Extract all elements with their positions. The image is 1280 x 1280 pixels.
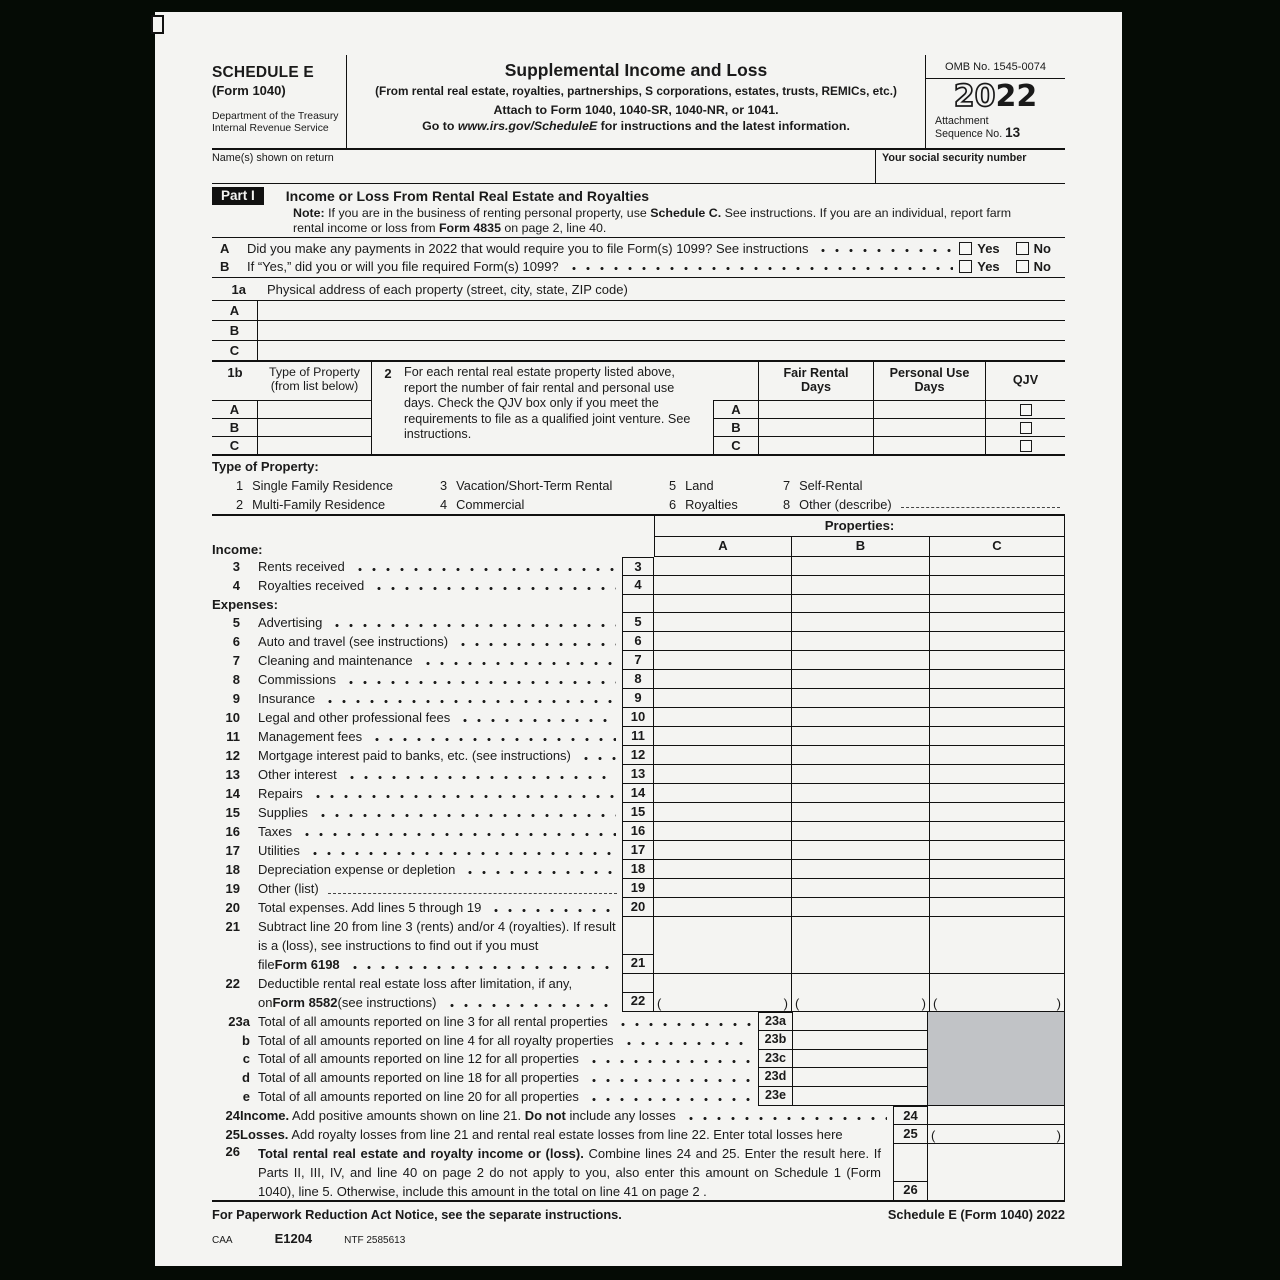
total-cell-23a[interactable] [793, 1012, 928, 1031]
amount-cell-c[interactable] [929, 860, 1065, 879]
dot-leader [622, 1041, 752, 1046]
amount-cell-c[interactable] [929, 708, 1065, 727]
row-letter: A [713, 400, 758, 418]
form-footer-id: Schedule E (Form 1040) 2022 [887, 1206, 1065, 1222]
amount-cell-c[interactable] [929, 803, 1065, 822]
no-label: No [1033, 240, 1051, 256]
table-row-20: 20 Total expenses. Add lines 5 through 19 20 [212, 898, 1065, 917]
amount-cell-a[interactable] [654, 822, 791, 841]
dot-leader [372, 586, 616, 591]
paren-close: ) [1056, 996, 1061, 1011]
line-number-box: 23e [758, 1087, 793, 1106]
fair-rental-days-a[interactable] [758, 400, 873, 418]
amount-cell-c[interactable] [929, 670, 1065, 689]
line-number-box: 20 [622, 898, 654, 917]
paren-open: ( [933, 996, 938, 1011]
print-codes [212, 1222, 1065, 1246]
question-text-b: If “Yes,” did you or will you file required Form(s) 1099? [247, 258, 559, 274]
row-letter: A [212, 401, 258, 418]
amount-cell-b[interactable] [791, 727, 929, 746]
dot-leader [311, 794, 616, 799]
dot-leader [458, 718, 616, 723]
row-letter: B [713, 418, 758, 436]
table-row-23a: 23a Total of all amounts reported on line 3 for all rental properties 23a [212, 1012, 928, 1031]
days-qjv-grid [713, 362, 1065, 454]
address-row-b [212, 320, 1065, 340]
dot-leader [463, 870, 616, 875]
paren-open: ( [657, 996, 662, 1011]
amount-cell-b[interactable] [791, 841, 929, 860]
amount-cell-c[interactable] [929, 822, 1065, 841]
paren-open: ( [931, 1127, 936, 1143]
form-footer [212, 1202, 1065, 1222]
name-band [212, 150, 1065, 184]
table-row-22: 22 Deductible rental real estate loss after limitation, if any, on Form 8582 (see instructions) 22 ( ) ( ) ( ) [212, 974, 1065, 1012]
line-number: 2 [384, 366, 392, 381]
attach-instruction: Attach to Form 1040, 1040-SR, 1040-NR, or 1041. [493, 103, 779, 117]
personal-use-days-header: Personal Use Days [873, 362, 985, 400]
question-row-a [212, 239, 1065, 257]
properties-header: Properties: [654, 516, 1065, 537]
income-section-label: Income: [212, 542, 263, 557]
qjv-header: QJV [985, 362, 1065, 400]
legend-item: 6 Royalties [669, 497, 738, 512]
amount-cell-c[interactable] [929, 689, 1065, 708]
fair-rental-days-c[interactable] [758, 436, 873, 454]
table-row-10: 10 Legal and other professional fees 10 [212, 708, 1065, 727]
amount-cell-a[interactable] [654, 898, 791, 917]
dot-leader [587, 1059, 752, 1064]
table-row-8: 8 Commissions 8 [212, 670, 1065, 689]
legend-item: 5 Land [669, 478, 714, 493]
form-title-block [347, 55, 925, 148]
line-number-box: 23b [758, 1031, 793, 1050]
amount-cell-c[interactable] [929, 784, 1065, 803]
personal-use-days-c[interactable] [873, 436, 985, 454]
amount-cell-c[interactable] [929, 632, 1065, 651]
question-letter-b: B [220, 258, 230, 274]
row-letter: C [713, 436, 758, 454]
property-address-c[interactable] [258, 341, 1065, 360]
attachment-sequence: Attachment Sequence No. 13 [935, 115, 1021, 140]
amount-cell-b[interactable] [791, 746, 929, 765]
amount-cell-b[interactable] [791, 879, 929, 898]
amount-cell-c[interactable] [929, 576, 1065, 595]
legend-item: 1 Single Family Residence [236, 478, 393, 493]
amount-cell-b[interactable] [791, 670, 929, 689]
form1099-questions [212, 237, 1065, 278]
line-number-box: 6 [622, 632, 654, 651]
legend-item: 4 Commercial [440, 497, 525, 512]
paperwork-notice: For Paperwork Reduction Act Notice, see the separate instructions. [212, 1206, 622, 1222]
fair-rental-days-header: Fair Rental Days [758, 362, 873, 400]
amount-cell-b[interactable] [791, 765, 929, 784]
dot-leader [421, 661, 616, 666]
amount-cell-a[interactable] [654, 746, 791, 765]
row-letter: C [212, 437, 258, 454]
losses-total-cell[interactable] [928, 1125, 1065, 1144]
expenses-section-row [212, 595, 1065, 613]
amount-cell-c[interactable] [929, 898, 1065, 917]
total-cell-23d[interactable] [793, 1068, 928, 1087]
address-row-c [212, 340, 1065, 360]
dot-leader [587, 1097, 752, 1102]
table-row-23e: e Total of all amounts reported on line 20 for all properties 23e [212, 1087, 928, 1106]
line-number: 1a [231, 281, 246, 297]
dot-leader [684, 1116, 887, 1121]
omb-year-block [925, 55, 1065, 148]
loss-cell-b[interactable] [791, 974, 929, 1012]
ntf-code: NTF 2585613 [344, 1234, 406, 1246]
ssn-label: Your social security number [882, 152, 1027, 164]
line-number-box: 24 [893, 1106, 928, 1125]
paren-open: ( [795, 996, 800, 1011]
table-row-18: 18 Depreciation expense or depletion 18 [212, 860, 1065, 879]
property-column-b: B [791, 537, 929, 557]
amount-cell-c[interactable] [929, 557, 1065, 576]
line-number-box: 14 [622, 784, 654, 803]
no-checkbox-a[interactable] [1016, 242, 1029, 255]
line-number-box: 17 [622, 841, 654, 860]
amount-cell-c[interactable] [929, 917, 1065, 974]
table-row-17: 17 Utilities 17 [212, 841, 1065, 860]
form-id-block [212, 55, 347, 148]
other-describe-input[interactable] [901, 507, 1060, 508]
sequence-number: 13 [1005, 125, 1021, 140]
dot-leader [330, 623, 616, 628]
personal-use-days-a[interactable] [873, 400, 985, 418]
line-number-box: 13 [622, 765, 654, 784]
line-2-instruction [372, 362, 713, 454]
table-row-14: 14 Repairs 14 [212, 784, 1065, 803]
table-row-26: 26 Total rental real estate and royalty income or (loss). Combine lines 24 and 25. Enter the result here. If Parts II, III, IV, and line 40 on page 2 do not apply to you, also enter this amount on Schedule 1 (Form 1040), line 5. Otherwise, include this amount in the total on line 41 on page 2 . 26 [212, 1144, 1065, 1202]
dot-leader [323, 699, 616, 704]
amount-cell-b[interactable] [791, 784, 929, 803]
amount-cell-a[interactable] [654, 576, 791, 595]
table-row-7: 7 Cleaning and maintenance 7 [212, 651, 1065, 670]
dot-leader [567, 266, 954, 271]
amount-cell-b[interactable] [791, 917, 929, 974]
amount-cell-b[interactable] [791, 803, 929, 822]
line-number-box: 5 [622, 613, 654, 632]
row-letter: A [212, 301, 258, 320]
line-number-box: 23a [758, 1012, 793, 1031]
line-number-box: 4 [622, 576, 654, 595]
omb-number: OMB No. 1545-0074 [926, 55, 1065, 79]
line-number-box: 12 [622, 746, 654, 765]
line-number-box: 7 [622, 651, 654, 670]
amount-cell-b[interactable] [791, 576, 929, 595]
line-number-box: 8 [622, 670, 654, 689]
amount-cell-b[interactable] [791, 613, 929, 632]
amount-cell-a[interactable] [654, 860, 791, 879]
part1-title: Income or Loss From Rental Real Estate and Royalties [285, 188, 650, 204]
form-subtitle: (From rental real estate, royalties, partnerships, S corporations, estates, trusts, REMICs, etc.) [375, 84, 897, 98]
property-address-b[interactable] [258, 321, 1065, 340]
corner-registration-mark [151, 15, 164, 34]
loss-cell-c[interactable] [929, 974, 1065, 1012]
no-label: No [1033, 258, 1051, 274]
amount-cell-a[interactable] [654, 689, 791, 708]
dot-leader [353, 567, 616, 572]
paren-close: ) [1056, 1127, 1061, 1143]
line-number-box: 23d [758, 1068, 793, 1087]
amount-cell-c[interactable] [929, 727, 1065, 746]
address-row-a [212, 300, 1065, 320]
line-number-box: 3 [622, 557, 654, 576]
legend-item: 2 Multi-Family Residence [236, 497, 386, 512]
type-of-property-column [212, 362, 372, 454]
legend-item: 3 Vacation/Short-Term Rental [440, 478, 613, 493]
dot-leader [308, 851, 616, 856]
amount-cell-c[interactable] [929, 651, 1065, 670]
part1-header [212, 187, 1065, 205]
dot-leader [489, 908, 616, 913]
property-type-c[interactable] [258, 437, 371, 454]
form-number: (Form 1040) [212, 83, 286, 98]
line-2-text: For each rental real estate property listed above, report the number of fair rental and personal use days. Check the QJV box only if you meet the requirements to file as a qualified joint venture. See instructions. [404, 365, 691, 442]
line-1a-header [212, 278, 1065, 300]
qjv-checkbox-c[interactable] [1020, 440, 1032, 452]
no-checkbox-b[interactable] [1016, 260, 1029, 273]
legend-title: Type of Property: [212, 459, 319, 474]
amount-cell-a[interactable] [654, 803, 791, 822]
amount-cell-b[interactable] [791, 708, 929, 727]
table-row-15: 15 Supplies 15 [212, 803, 1065, 822]
form-header [212, 55, 1065, 150]
amount-cell-a[interactable] [654, 727, 791, 746]
question-text-a: Did you make any payments in 2022 that would require you to file Form(s) 1099? See instructions [247, 240, 809, 256]
property-type-a[interactable] [258, 401, 371, 418]
amount-cell-b[interactable] [791, 651, 929, 670]
amount-cell-a[interactable] [654, 784, 791, 803]
total-cell-23c[interactable] [793, 1050, 928, 1069]
amount-cell-b[interactable] [791, 632, 929, 651]
agency-name: Department of the Treasury Internal Revenue Service [212, 111, 339, 134]
line-1a-label: Physical address of each property (street, city, state, ZIP code) [267, 281, 628, 297]
amount-cell-b[interactable] [791, 898, 929, 917]
table-row-23c: c Total of all amounts reported on line 12 for all properties 23c [212, 1050, 928, 1069]
table-row-5: 5 Advertising 5 [212, 613, 1065, 632]
total-cell-23b[interactable] [793, 1031, 928, 1050]
form-print-code: E1204 [274, 1230, 313, 1246]
amount-cell-c[interactable] [929, 746, 1065, 765]
amount-cell-a[interactable] [654, 613, 791, 632]
tax-year: 2022 [953, 79, 1038, 114]
question-row-b [212, 257, 1065, 275]
amount-cell-a[interactable] [654, 708, 791, 727]
line-number-box: 10 [622, 708, 654, 727]
form-title: Supplemental Income and Loss [504, 60, 768, 80]
qjv-checkbox-a[interactable] [1020, 404, 1032, 416]
table-row-25: 25 Losses. Add royalty losses from line 21 and rental real estate losses from line 22. Enter total losses here 25 ( ) [212, 1125, 1065, 1144]
dot-leader [348, 965, 616, 970]
dot-leader [456, 642, 616, 647]
yes-checkbox-b[interactable] [959, 260, 972, 273]
form-page [155, 12, 1122, 1266]
table-row-6: 6 Auto and travel (see instructions) 6 [212, 632, 1065, 651]
table-row-23b: b Total of all amounts reported on line 4 for all royalty properties 23b [212, 1031, 928, 1050]
line-number-box: 9 [622, 689, 654, 708]
line-number-box: 11 [622, 727, 654, 746]
table-row-4: 4 Royalties received 4 [212, 576, 1065, 595]
personal-use-days-b[interactable] [873, 418, 985, 436]
table-row-24: 24 Income. Add positive amounts shown on line 21. Do not include any losses 24 [212, 1106, 1065, 1125]
table-row-12: 12 Mortgage interest paid to banks, etc. (see instructions) 12 [212, 746, 1065, 765]
income-expense-table [212, 514, 1065, 1202]
legend-item: 7 Self-Rental [783, 478, 863, 493]
line-number-box: 25 [893, 1125, 928, 1144]
totals-23-block [212, 1012, 1065, 1106]
dot-leader [579, 756, 616, 761]
row-letter: B [212, 321, 258, 340]
dot-leader [587, 1078, 752, 1083]
table-row-9: 9 Insurance 9 [212, 689, 1065, 708]
irs-url: www.irs.gov/ScheduleE [457, 119, 598, 133]
income-total-cell[interactable] [928, 1106, 1065, 1125]
amount-cell-c[interactable] [929, 613, 1065, 632]
part1-badge: Part I [212, 187, 264, 205]
amount-cell-b[interactable] [791, 689, 929, 708]
name-label: Name(s) shown on return [212, 152, 334, 164]
table-row-3: 3 Rents received 3 [212, 557, 1065, 576]
table-row-11: 11 Management fees 11 [212, 727, 1065, 746]
amount-cell-a[interactable] [654, 651, 791, 670]
type-column-header: Type of Property (from list below) [269, 365, 360, 393]
property-column-c: C [929, 537, 1065, 557]
amount-cell-b[interactable] [791, 557, 929, 576]
line-number-box: 21 [623, 954, 653, 973]
shaded-area [928, 1012, 1065, 1106]
amount-cell-a[interactable] [654, 670, 791, 689]
table-row-21: 21 Subtract line 20 from line 3 (rents) and/or 4 (royalties). If result is a (loss), see instructions to find out if you must file Form 6198 21 [212, 917, 1065, 974]
dot-leader [316, 813, 616, 818]
amount-cell-c[interactable] [929, 879, 1065, 898]
dot-leader [345, 775, 616, 780]
yes-label: Yes [977, 258, 1000, 274]
table-row-16: 16 Taxes 16 [212, 822, 1065, 841]
amount-cell-b[interactable] [791, 822, 929, 841]
legend-item: 8 Other (describe) [783, 497, 1065, 512]
name-input[interactable] [212, 150, 875, 183]
caa-code: CAA [212, 1234, 233, 1246]
line-number-box: 18 [622, 860, 654, 879]
total-cell-23e[interactable] [793, 1087, 928, 1106]
loss-cell-a[interactable] [654, 974, 791, 1012]
line-number-box: 22 [623, 992, 653, 1011]
dot-leader [370, 737, 616, 742]
row-letter: C [212, 341, 258, 360]
amount-cell-a[interactable] [654, 632, 791, 651]
yes-label: Yes [977, 240, 1000, 256]
paren-close: ) [783, 996, 788, 1011]
amount-cell-a[interactable] [654, 917, 791, 974]
line-number-box: 26 [894, 1181, 927, 1200]
expenses-section-label: Expenses: [212, 596, 278, 612]
line-1b-table [212, 360, 1065, 456]
type-of-property-legend [212, 456, 1065, 514]
dot-leader [344, 680, 616, 685]
part1-note: Note: If you are in the business of renting personal property, use Schedule C. See instructions. If you are an individual, report farm rental income or loss from Form 4835 on page 2, line 40. [293, 206, 1012, 235]
amount-cell-a[interactable] [654, 841, 791, 860]
row-letter: B [212, 419, 258, 436]
table-row-23d: d Total of all amounts reported on line 18 for all properties 23d [212, 1068, 928, 1087]
qjv-checkbox-b[interactable] [1020, 422, 1032, 434]
amount-cell-a[interactable] [654, 879, 791, 898]
dot-leader [616, 1022, 752, 1027]
line-number-box: 15 [622, 803, 654, 822]
fair-rental-days-b[interactable] [758, 418, 873, 436]
amount-cell-a[interactable] [654, 765, 791, 784]
amount-cell-c[interactable] [929, 765, 1065, 784]
line-number-box: 16 [622, 822, 654, 841]
property-type-b[interactable] [258, 419, 371, 436]
line-number: 1b [227, 365, 243, 380]
property-address-a[interactable] [258, 301, 1065, 320]
ssn-input[interactable] [875, 150, 1065, 183]
property-column-a: A [654, 537, 791, 557]
amount-cell-a[interactable] [654, 557, 791, 576]
goto-instruction: Go to www.irs.gov/ScheduleE for instructions and the latest information. [422, 119, 850, 133]
amount-cell-c[interactable] [929, 841, 1065, 860]
line-number-box: 19 [622, 879, 654, 898]
amount-cell-b[interactable] [791, 860, 929, 879]
dot-leader [445, 1003, 617, 1008]
schedule-name: SCHEDULE E [212, 64, 314, 81]
yes-checkbox-a[interactable] [959, 242, 972, 255]
dot-leader [816, 248, 953, 253]
paren-close: ) [921, 996, 926, 1011]
other-list-input[interactable] [328, 893, 617, 894]
total-income-loss-cell[interactable] [928, 1144, 1065, 1200]
table-row-13: 13 Other interest 13 [212, 765, 1065, 784]
table-row-19: 19 Other (list) 19 [212, 879, 1065, 898]
dot-leader [300, 832, 616, 837]
question-letter-a: A [220, 240, 230, 256]
line-number-box: 23c [758, 1050, 793, 1069]
